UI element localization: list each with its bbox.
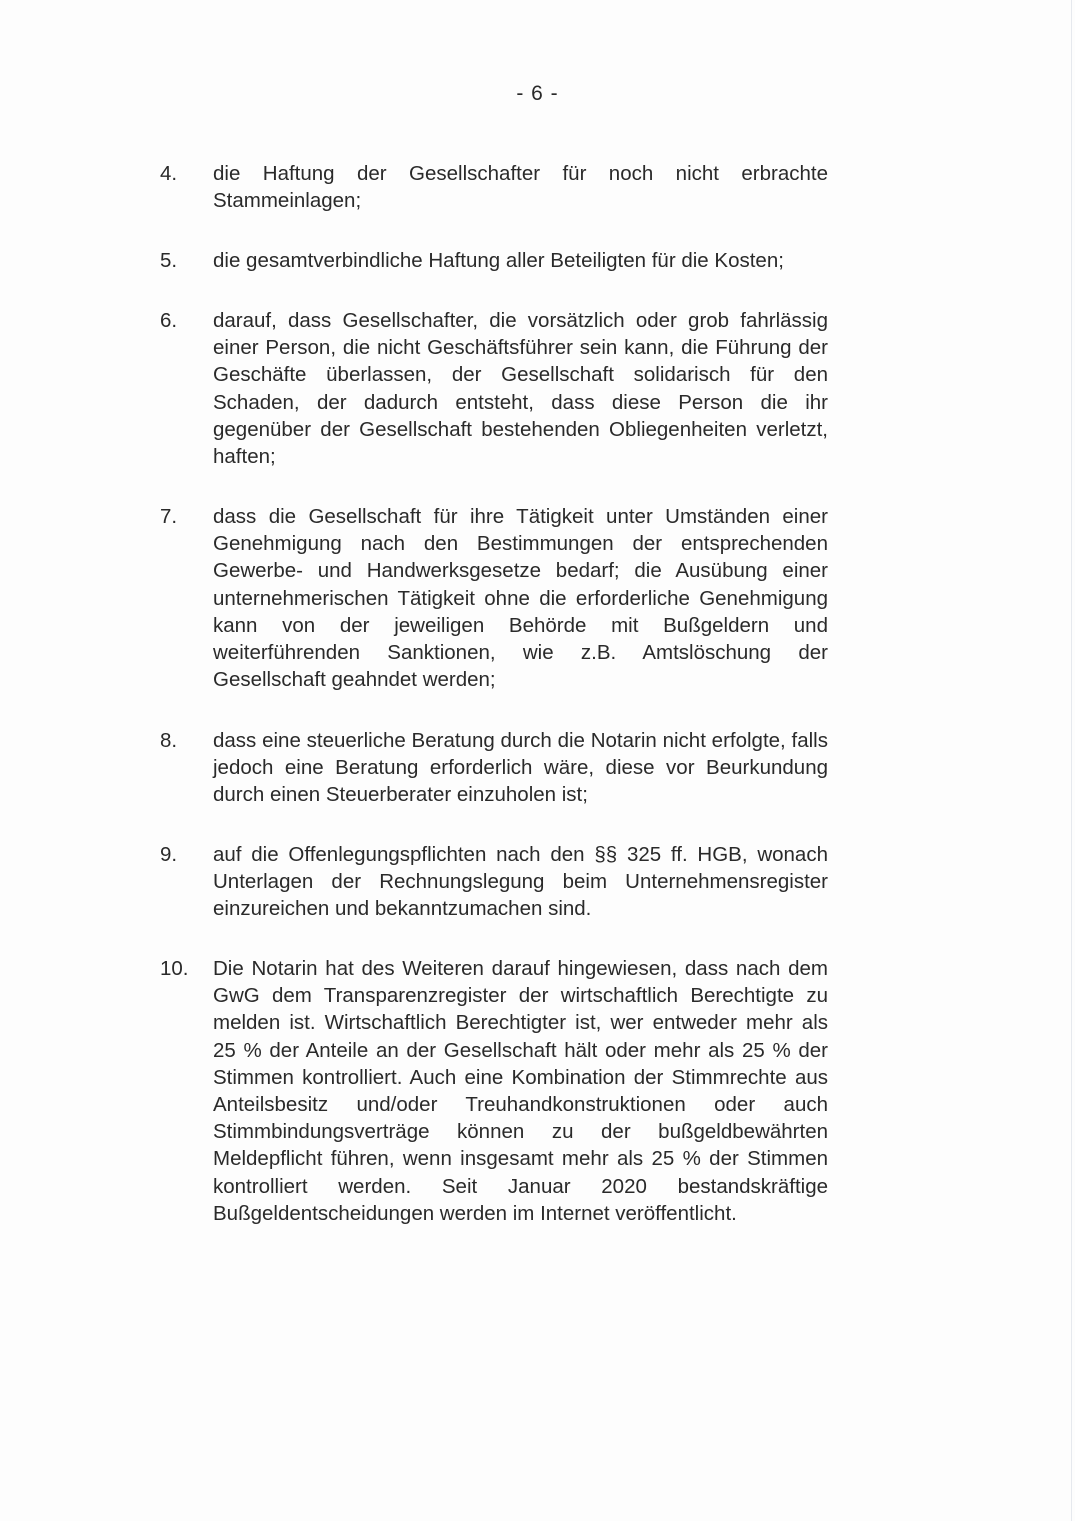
list-item-4 bbox=[160, 160, 828, 214]
list-item-number: 6. bbox=[160, 309, 178, 332]
list-item-number: 7. bbox=[160, 505, 178, 528]
list-item-5 bbox=[160, 247, 828, 274]
list-item-number: 8. bbox=[160, 729, 178, 752]
list-item-text: darauf, dass Gesellschafter, die vorsätzlich oder grob fahrlässig einer Person, die nicht Geschäftsführer sein kann, die Führung der Geschäfte überlassen, der Gesellschaft solidarisch für den Schaden, der dadurch entsteht, dass diese Person die ihr gegenüber der Gesellschaft bestehenden Obliegenheiten verletzt, haften; bbox=[213, 309, 828, 469]
list-item-7 bbox=[160, 503, 828, 693]
list-item-text: Die Notarin hat des Weiteren darauf hingewiesen, dass nach dem GwG dem Transparenzregister der wirtschaftlich Berechtigte zu melden ist. Wirtschaftlich Berechtigter ist, wer entweder mehr als 25 % der Anteile an der Gesellschaft hält oder mehr als 25 % der Stimmen kontrolliert. Auch eine Kombination der Stimmrechte aus Anteilsbesitz und/oder Treuhandkonstruktionen oder auch Stimmbindungsverträge können zu der bußgeldbewährten Meldepflicht führen, wenn insgesamt mehr als 25 % der Stimmen kontrolliert werden. Seit Januar 2020 bestandskräftige Bußgeldentscheidungen werden im Internet veröffentlicht. bbox=[213, 957, 828, 1225]
list-item-text: die gesamtverbindliche Haftung aller Beteiligten für die Kosten; bbox=[213, 249, 784, 272]
list-item-number: 10. bbox=[160, 957, 189, 980]
list-item-number: 4. bbox=[160, 162, 178, 185]
list-item-9 bbox=[160, 841, 828, 923]
scan-edge-line bbox=[1071, 0, 1072, 1521]
list-item-8 bbox=[160, 727, 828, 809]
list-item-6 bbox=[160, 307, 828, 470]
list-item-text: dass eine steuerliche Beratung durch die Notarin nicht erfolgte, falls jedoch eine Beratung erforderlich wäre, diese vor Beurkundung durch einen Steuerberater einzuholen ist; bbox=[213, 729, 828, 807]
list-item-text: die Haftung der Gesellschafter für noch nicht erbrachte Stammeinlagen; bbox=[213, 162, 828, 213]
list-item-10 bbox=[160, 955, 828, 1227]
list-item-text: auf die Offenlegungspflichten nach den §§ 325 ff. HGB, wonach Unterlagen der Rechnungslegung beim Unternehmensregister einzureichen und bekanntzumachen sind. bbox=[213, 843, 828, 921]
list-item-text: dass die Gesellschaft für ihre Tätigkeit unter Umständen einer Genehmigung nach den Bestimmungen der entsprechenden Gewerbe- und Handwerksgesetze bedarf; die Ausübung einer unternehmerischen Tätigkeit ohne die erforderliche Genehmigung kann von der jeweiligen Behörde mit Bußgeldern und weiterführenden Sanktionen, wie z.B. Amtslöschung der Gesellschaft geahndet werden; bbox=[213, 505, 828, 692]
list-item-number: 5. bbox=[160, 249, 178, 272]
page-number: - 6 - bbox=[516, 82, 559, 105]
list-item-number: 9. bbox=[160, 843, 178, 866]
